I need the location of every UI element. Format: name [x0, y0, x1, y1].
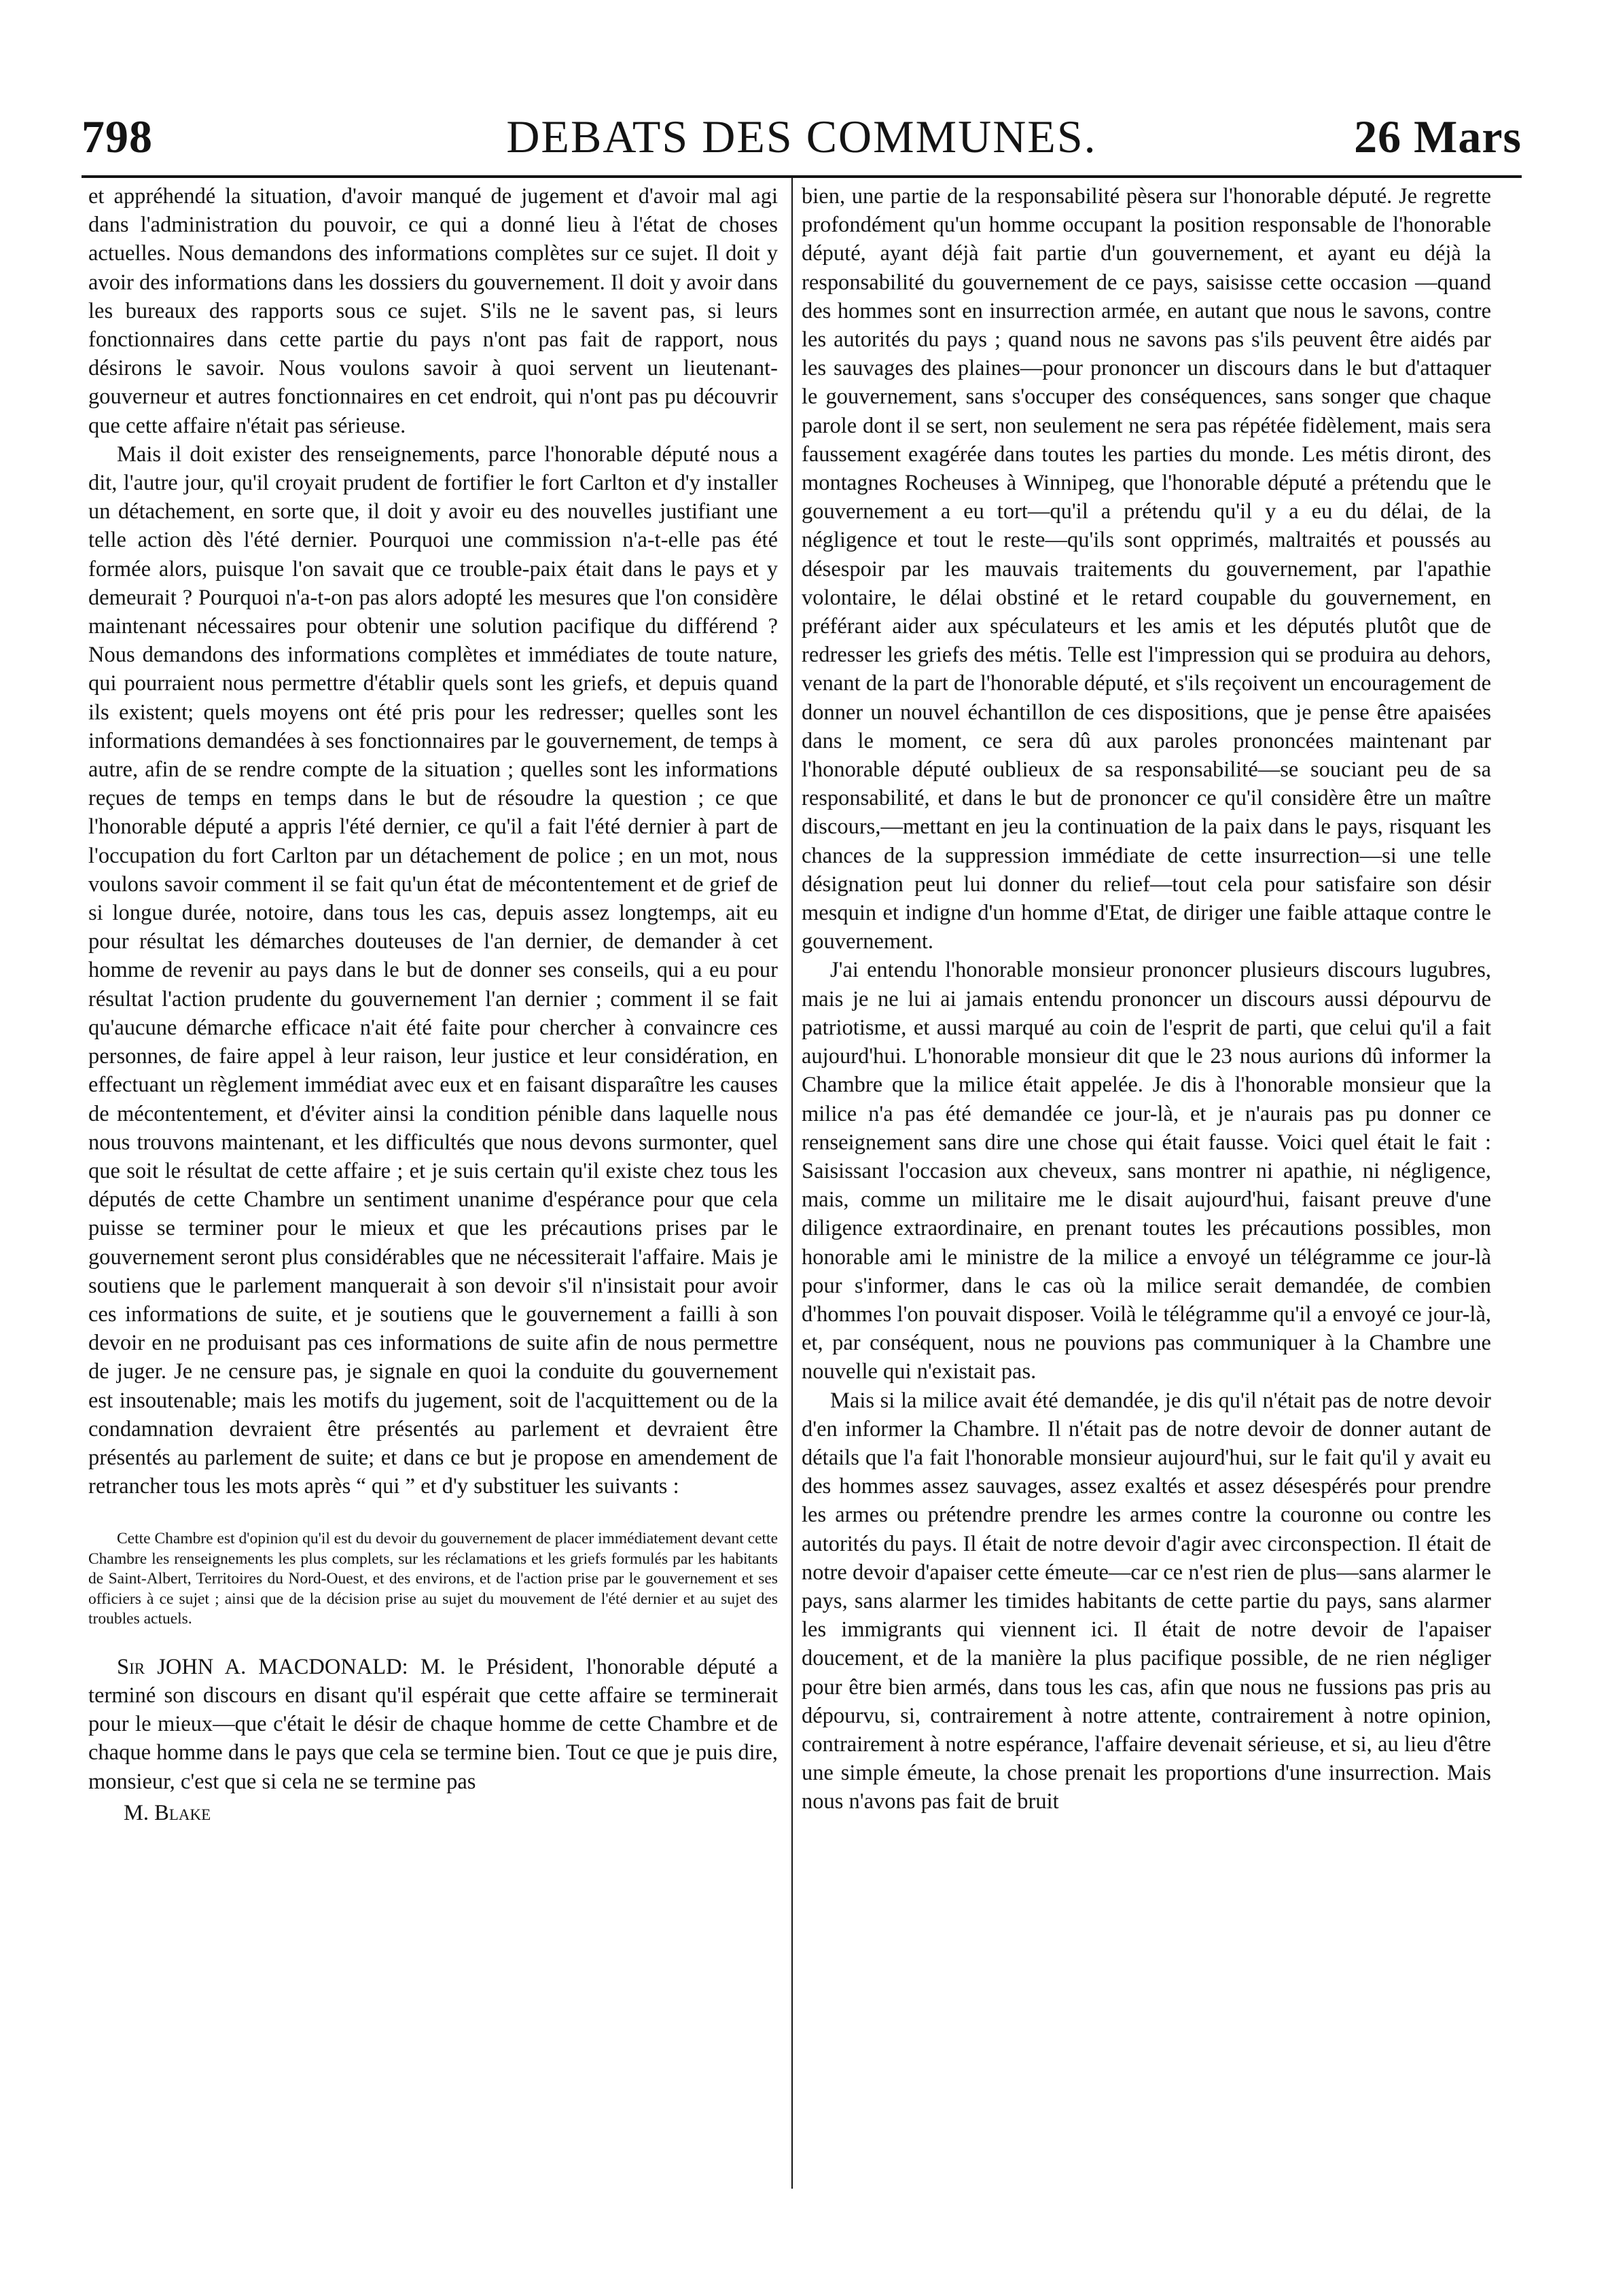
page-header: [82, 102, 1522, 177]
speaker-name: Sir JOHN A. MACDONALD:: [117, 1654, 408, 1679]
page-date: 26 Mars: [1354, 111, 1522, 162]
amendment-resolution: Cette Chambre est d'opinion qu'il est du devoir du gouvernement de placer immédiatement devant cette Chambre les renseignements les plus complets, sur les réclamations et les griefs formulés par les habitants de Saint-Albert, Territoires du Nord-Ouest, et des environs, et de l'action prise par le gouvernement et ses officiers à ce sujet ; ainsi que de la décision prise au sujet du mouvement de l'été dernier et au sujet des troubles actuels.: [88, 1530, 778, 1628]
right-paragraph-2: J'ai entendu l'honorable monsieur prononcer plusieurs discours lugubres, mais je ne lui ai jamais entendu prononcer un discours aussi dépourvu de patriotisme, et aussi marqué au coin de l'esprit de parti, que celui qu'il a fait aujourd'hui. L'honorable monsieur dit que le 23 nous aurions dû informer la Chambre que la milice était appelée. Je dis à l'honorable monsieur que la milice n'a pas été demandée ce jour-là, et je n'aurais pas pu donner ce renseignement sans dire une chose qui était fausse. Voici quel était le fait : Saisissant l'occasion aux cheveux, sans montrer ni apathie, ni négligence, mais, comme un militaire me le disait aujourd'hui, faisant preuve d'une diligence extraordinaire, en prenant toutes les précautions possibles, mon honorable ami le ministre de la milice a envoyé un télégramme ce jour-là pour s'informer, dans le cas où la milice serait demandée, de combien d'hommes l'on pouvait disposer. Voilà le télégramme qu'il a envoyé ce jour-là, et, par conséquent, nous ne pouvions pas communiquer à la Chambre une nouvelle qui n'existait pas.: [802, 958, 1491, 1384]
left-paragraph-2: Mais il doit exister des renseignements, parce l'honorable député nous a dit, l'autre jour, qu'il croyait prudent de fortifier le fort Carlton et d'y installer un détachement, en sorte que, il doit y avoir eu des nouvelles justifiant une telle action dès l'été dernier. Pourquoi une commission n'a-t-elle pas été formée alors, puisque l'on savait que ce trouble-paix était dans le pays et y demeurait ? Pourquoi n'a-t-on pas alors adopté les mesures que l'on considère maintenant nécessaires pour obtenir une solution pacifique du différend ? Nous demandons des informations complètes et immédiates de toute nature, qui pourraient nous permettre d'établir quels sont les griefs, et depuis quand ils existent; quels moyens ont été pris pour les redresser; quelles sont les informations demandées à ses fonctionnaires par le gouvernement, de temps à autre, afin de se rendre compte de la situation ; quelles sont les informations reçues de temps en temps dans le but de résoudre la question ; ce que l'honorable député a appris l'été dernier, ce qu'il a fait l'été dernier à part de l'occupation du fort Carlton par un détachement de police ; en un mot, nous voulons savoir comment il se fait qu'un état de mécontentement et de grief de si longue durée, notoire, dans tous les cas, depuis assez longtemps, ait eu pour résultat les démarches douteuses de l'an dernier, de demander à cet homme de revenir au pays dans le but de donner ses conseils, qui a eu pour résultat l'action prudente du gouvernement l'an dernier ; comment il se fait qu'aucune démarche efficace n'ait été faite pour chercher à convaincre ces personnes, de faire appel à leur raison, leur justice et leur considération, en effectuant un règlement immédiat avec eux et en faisant disparaître les causes de mécontentement, et d'éviter ainsi la condition pénible dans laquelle nous nous trouvons maintenant, et les difficultés que nous devons surmonter, quel que soit le résultat de cette affaire ; et je suis certain qu'il existe chez tous les députés de cette Chambre un sentiment unanime d'espérance pour que cela puisse se terminer pour le mieux et que les précautions prises par le gouvernement seront plus considérables que ne nécessiterait l'affaire. Mais je soutiens que le parlement manquerait à son devoir s'il n'insistait pour avoir ces informations de suite, et je soutiens que le gouvernement a failli à son devoir en ne produisant pas ces informations de suite afin de nous permettre de juger. Je ne censure pas, je signale en quoi la conduite du gouvernement est insoutenable; mais les motifs du jugement, soit de l'acquittement ou de la condamnation devraient être présentés au parlement et devraient être présentés au parlement de suite; et dans ce but je propose en amendement de retrancher tous les mots après “ qui ” et d'y substituer les suivants :: [88, 442, 778, 1499]
left-paragraph-3: [88, 1653, 778, 1796]
right-column: [802, 182, 1491, 1816]
header-rule: [82, 175, 1522, 178]
page-number: 798: [82, 111, 153, 162]
column-divider: [791, 178, 793, 2189]
right-paragraph-3: Mais si la milice avait été demandée, je dis qu'il n'était pas de notre devoir d'en informer la Chambre. Il n'était pas de notre devoir de donner autant de détails que l'a fait l'honorable monsieur aujourd'hui, sur le fait qu'il y avait eu des hommes assez sauvages, assez exaltés et assez désespérés pour prendre les armes ou prétendre prendre les armes contre la couronne ou contre les autorités du pays. Il était de notre devoir d'agir avec circonspection. Il était de notre devoir d'apaiser cette émeute—car ce n'est rien de plus—sans alarmer le pays, sans alarmer les timides habitants de cette partie du pays, sans alarmer les immigrants qui viennent ici. Il était de notre devoir de l'apaiser doucement, et de la manière la plus pacifique possible, de ne rien négliger pour être bien armés, dans tous les cas, afin que nous ne fussions pas pris au dépourvu, si, contrairement à notre attente, contrairement à notre opinion, contrairement à notre espérance, l'affaire devenait sérieuse, et si, au lieu d'être une simple émeute, la chose prenait les proportions d'une insurrection. Mais nous n'avons pas fait de bruit: [802, 1388, 1491, 1814]
left-column: [88, 182, 778, 1827]
right-paragraph-1: bien, une partie de la responsabilité pèsera sur l'honorable député. Je regrette profondément qu'un homme occupant la position responsable de l'honorable député, ayant déjà fait partie d'un gouvernement, et ayant eu déjà la responsabilité du gouvernement de ce pays, saisisse cette occasion —quand des hommes sont en insurrection armée, en autant que nous le savons, contre les autorités du pays ; quand nous ne savons pas s'ils peuvent être aidés par les sauvages des plaines—pour prononcer un discours dans le but d'attaquer le gouvernement, sans s'occuper des conséquences, sans songer que chaque parole dont il se sert, non seulement ne sera pas répétée fidèlement, mais sera faussement exagérée dans toutes les parties du monde. Les métis diront, des montagnes Rocheuses à Winnipeg, que l'honorable député a prétendu que le gouvernement a eu tort—qu'il a prétendu qu'il y a eu du délai, de la négligence et tout le reste—qu'ils sont opprimés, maltraités et poussés au désespoir par les mauvais traitements du gouvernement, par l'apathie volontaire, le délai obstiné et le retard coupable du gouvernement, en préférant aider aux spéculateurs et les amis et les députés plutôt que de redresser les griefs des métis. Telle est l'impression qui se produira au dehors, venant de la part de l'honorable député, et s'ils reçoivent un encouragement de donner un nouvel échantillon de ces dispositions, que je pense être apaisées dans le moment, ce sera dû aux paroles prononcées maintenant par l'honorable député oublieux de sa responsabilité—se souciant peu de sa responsabilité, et dans le but de prononcer ce qu'il considère être un maître discours,—mettant en jeu la continuation de la paix dans le pays, risquant les chances de la suppression immédiate de cette insurrection—si une telle désignation peut lui donner du relief—tout cela pour satisfaire son désir mesquin et indigne d'un homme d'Etat, de diriger une faible attaque contre le gouvernement.: [802, 184, 1491, 954]
speech-text: M. le Président, l'honorable député a terminé son discours en disant qu'il espérait que cette affaire se terminerait pour le mieux—que c'était le désir de chaque homme de cette Chambre et de chaque homme dans le pays que cela se termine bien. Tout ce que je puis dire, monsieur, c'est que si cela ne se termine pas: [88, 1654, 779, 1794]
left-paragraph-1: et appréhendé la situation, d'avoir manqué de jugement et d'avoir mal agi dans l'administration du pouvoir, ce qui a donné lieu à l'état de choses actuelles. Nous demandons des informations complètes sur ce sujet. Il doit y avoir des informations dans les dossiers du gouvernement. Il doit y avoir dans les bureaux des rapports sous ce sujet. S'ils ne le savent pas, si leurs fonctionnaires dans cette partie du pays n'ont pas fait de rapport, nous désirons le savoir. Nous voulons savoir à quoi servent un lieutenant-gouverneur et autres fonctionnaires en cet endroit, qui n'ont pas pu découvrir que cette affaire n'était pas sérieuse.: [88, 184, 778, 438]
footer-signature: M. Blake: [124, 1800, 211, 1825]
running-title: DEBATS DES COMMUNES.: [506, 111, 1097, 162]
